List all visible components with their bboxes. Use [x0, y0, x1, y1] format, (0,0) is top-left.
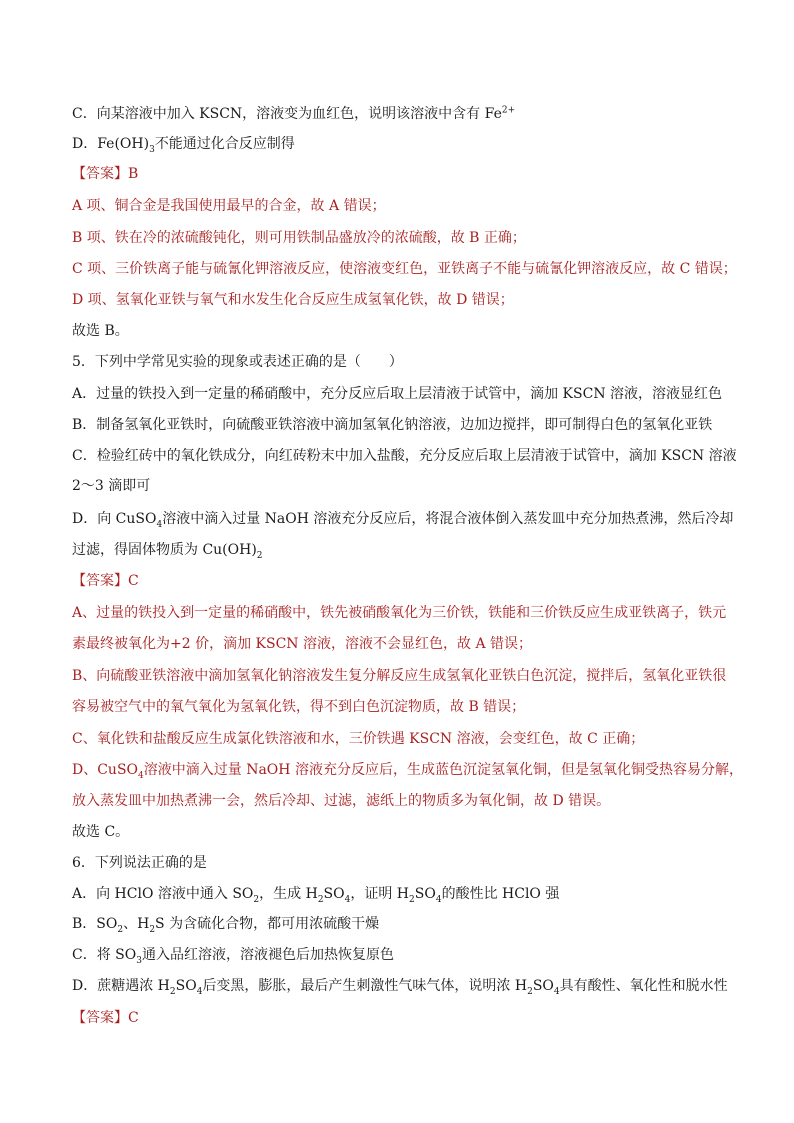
q4-explanation-a: A 项、铜合金是我国使用最早的合金，故 A 错误；: [72, 198, 386, 214]
q5-option-d2-sub: 2: [256, 550, 263, 561]
answer-label: 【答案】: [72, 573, 128, 589]
q5-option-b: B．制备氢氧化亚铁时，向硫酸亚铁溶液中滴加氢氧化钠溶液，边加边搅拌，即可制得白色的氢氧化亚铁: [72, 417, 713, 433]
q6-d-part: 后变黑，膨胀，最后产生刺激性气味气体，说明浓 H: [202, 978, 528, 994]
q5-stem: 5．下列中学常见实验的现象或表述正确的是（ ）: [72, 354, 403, 370]
q6-d-part: 具有酸性、氧化性和脱水性: [559, 978, 728, 994]
q6-d-sub: 4: [553, 986, 560, 997]
q6-d-part: SO: [532, 978, 554, 994]
q6-a-part: A．向 HClO 溶液中通入 SO: [72, 886, 254, 902]
q5-option-a: A．过量的铁投入到一定量的稀硝酸中，充分反应后取上层清液于试管中，滴加 KSCN 溶液，溶液显红色: [72, 386, 723, 402]
q6-a-part: SO: [323, 886, 345, 902]
q6-stem: 6．下列说法正确的是: [72, 855, 207, 871]
q6-c-part: C．将 SO: [72, 947, 137, 963]
q6-a-sub: 2: [253, 894, 260, 905]
q6-a-part: 的酸性比 HClO 强: [441, 886, 560, 902]
q6-a-part: ，证明 H: [350, 886, 410, 902]
q6-a-sub: 2: [317, 894, 324, 905]
q6-d-sub: 2: [527, 986, 533, 997]
answer-value: B: [128, 166, 139, 182]
q4-conclusion: 故选 B。: [72, 323, 129, 339]
q6-b-part: B．SO: [72, 916, 118, 932]
q4-answer: [72, 164, 732, 184]
answer-label: 【答案】: [72, 166, 128, 182]
q4-option-c-text: C．向某溶液中加入 KSCN，溶液变为血红色，说明该溶液中含有 Fe: [72, 106, 502, 122]
q6-d-part: D．蔗糖遇浓 H: [72, 978, 170, 994]
q5-explanation-b-line1: B、向硫酸亚铁溶液中滴加氢氧化钠溶液发生复分解反应生成氢氧化亚铁白色沉淀，搅拌后，氢氧化亚铁很: [72, 668, 727, 684]
q5-explanation-d-line2: 放入蒸发皿中加热煮沸一会，然后冷却、过滤，滤纸上的物质多为氧化铜，故 D 错误。: [72, 793, 611, 809]
q5-option-d2-pre: 过滤，得固体物质为 Cu(OH): [72, 542, 257, 558]
q5-option-c-line1: C．检验红砖中的氧化铁成分，向红砖粉末中加入盐酸，充分反应后取上层清液于试管中，滴加 KSCN 溶液: [72, 448, 737, 464]
q5-option-d-line1: [72, 509, 732, 529]
answer-value: C: [128, 573, 139, 589]
q5-explanation-a-line1: A、过量的铁投入到一定量的稀硝酸中，铁先被硝酸氧化为三价铁，铁能和三价铁反应生成亚铁离子，铁元: [72, 605, 727, 621]
answer-value: C: [128, 1010, 139, 1026]
q6-option-b: [72, 914, 732, 934]
q5-explanation-c: C、氧化铁和盐酸反应生成氯化铁溶液和水，三价铁遇 KSCN 溶液，会变红色，故 C 正确；: [72, 731, 645, 747]
q6-d-sub: 4: [196, 986, 203, 997]
q6-d-sub: 2: [169, 986, 176, 997]
q6-c-sub: 3: [136, 955, 142, 966]
q5-explanation-d-line1: [72, 760, 743, 781]
q4-option-d: [72, 134, 732, 154]
q5-explanation-b-line2: 容易被空气中的氧气氧化为氢氧化铁，得不到白色沉淀物质，故 B 错误；: [72, 699, 526, 715]
q4-explanation-c: C 项、三价铁离子能与硫氰化钾溶液反应，使溶液变红色，亚铁离子不能与硫氰化钾溶液反应，故 C 错误；: [72, 261, 737, 277]
q4-explanation-b: B 项、铁在冷的浓硫酸钝化，则可用铁制品盛放冷的浓硫酸，故 B 正确；: [72, 230, 526, 246]
q5-option-d-pre: D．向 CuSO: [72, 511, 157, 527]
q6-a-sub: 4: [344, 894, 351, 905]
q6-b-sub: 2: [117, 924, 124, 935]
q6-option-d: [72, 976, 732, 996]
q4-option-c: [72, 104, 732, 124]
answer-label: 【答案】: [72, 1010, 128, 1026]
q6-answer: [72, 1008, 732, 1028]
q4-explanation-d: D 项、氢氧化亚铁与氧气和水发生化合反应生成氢氧化铁，故 D 错误；: [72, 292, 514, 308]
q5-option-c-line2: 2～3 滴即可: [72, 478, 151, 494]
q5-explanation-a-line2: 素最终被氧化为+2 价，滴加 KSCN 溶液，溶液不会显红色，故 A 错误；: [72, 636, 533, 652]
q6-option-c: [72, 945, 732, 965]
q6-b-part: S 为含硫化合物，都可用浓硫酸干燥: [155, 916, 380, 932]
q5-answer: [72, 571, 732, 591]
q6-b-part: 、H: [123, 916, 150, 932]
q5-option-d-line2: [72, 540, 732, 560]
q4-option-d-text: D．Fe(OH): [72, 136, 150, 152]
q4-option-c-sup: 2+: [501, 105, 516, 116]
q6-b-sub: 2: [149, 924, 156, 935]
q6-a-sub: 2: [409, 894, 415, 905]
q5-option-d-post: 溶液中滴入过量 NaOH 溶液充分反应后，将混合液体倒入蒸发皿中充分加热煮沸，然后冷却: [162, 511, 734, 527]
q5-option-d-sub: 4: [156, 519, 163, 530]
q6-option-a: [72, 884, 732, 904]
q6-c-part: 通入品红溶液，溶液褪色后加热恢复原色: [141, 947, 394, 963]
q6-a-sub: 4: [435, 894, 442, 905]
q6-a-part: SO: [414, 886, 436, 902]
q6-d-part: SO: [175, 978, 197, 994]
q5-exp-d-post: 溶液中滴入过量 NaOH 溶液充分反应后，生成蓝色沉淀氢氧化铜，但是氢氧化铜受热容易分解，: [143, 762, 743, 778]
q5-exp-d-sub: 4: [138, 770, 144, 781]
q5-exp-d-pre: D、CuSO: [72, 762, 139, 778]
q6-a-part: ，生成 H: [259, 886, 318, 902]
q4-option-d-sub: 3: [149, 144, 155, 155]
q4-option-d-post: 不能通过化合反应制得: [154, 136, 295, 152]
q5-conclusion: 故选 C。: [72, 824, 130, 840]
